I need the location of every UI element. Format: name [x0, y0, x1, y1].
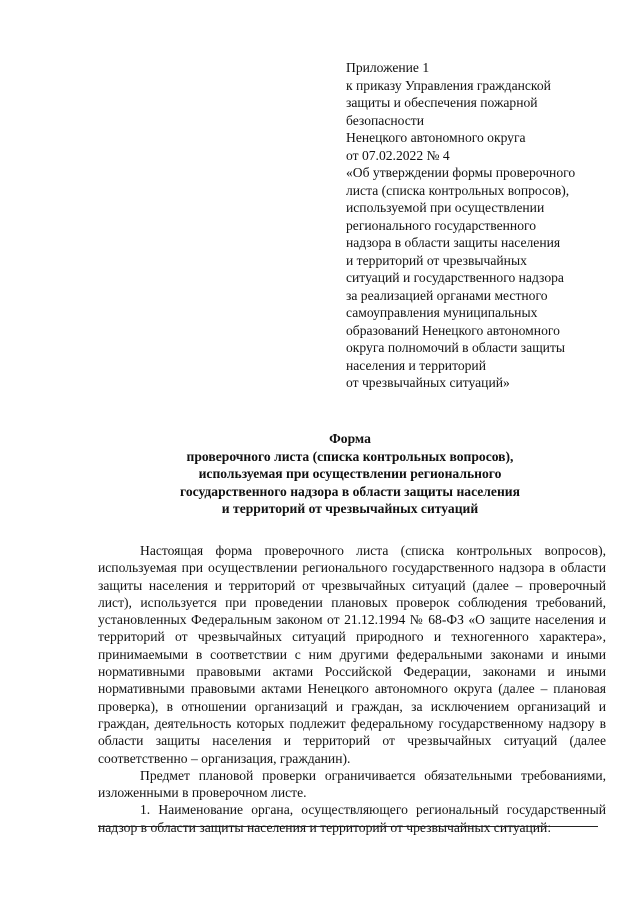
appendix-line: от 07.02.2022 № 4	[346, 147, 450, 163]
body-paragraph: Предмет плановой проверки ограничивается обязательными требованиями, изложенными в проверочном листе.	[98, 767, 606, 801]
title-line: проверочного листа (списка контрольных вопросов),	[186, 448, 514, 464]
appendix-line: населения и территорий	[346, 357, 486, 373]
body-paragraph: 1. Наименование органа, осуществляющего региональный государственный надзор в области защиты населения и территорий от чрезвычайных ситуаций:	[98, 802, 606, 835]
appendix-line: к приказу Управления гражданской	[346, 77, 551, 93]
appendix-line: от чрезвычайных ситуаций»	[346, 375, 510, 390]
appendix-block	[346, 59, 608, 392]
appendix-line: и территорий от чрезвычайных	[346, 252, 527, 268]
appendix-line: Приложение 1	[346, 60, 430, 75]
appendix-line: надзора в области защиты населения	[346, 235, 561, 250]
appendix-line: регионального государственного	[346, 217, 537, 233]
appendix-line: за реализацией органами местного	[346, 287, 548, 303]
appendix-line: безопасности	[346, 112, 425, 128]
appendix-line: ситуаций и государственного надзора	[346, 270, 564, 285]
title-line: используемая при осуществлении регионального	[198, 466, 502, 482]
fill-in-line	[98, 826, 598, 827]
appendix-line: защиты и обеспечения пожарной	[346, 95, 538, 110]
title-line: и территорий от чрезвычайных ситуаций	[221, 501, 479, 517]
appendix-line: образований Ненецкого автономного	[346, 322, 560, 338]
document-body	[98, 542, 606, 836]
appendix-line: Ненецкого автономного округа	[346, 130, 526, 145]
body-paragraph: Настоящая форма проверочного листа (списка контрольных вопросов), используемая при осуществлении регионального государственного надзора в области защиты населения и территорий от чрезвычайных ситуаций (далее – проверочный лист), используется при проведении плановых проверок соблюдения требований, установленных Федеральным законом от 21.12.1994 № 68-ФЗ «О защите населения и территорий от чрезвычайных ситуаций природного и техногенного характера», принимаемыми в соответствии с ним другими федеральными законами и иными нормативными правовыми актами Российской Федерации, законами и иными нормативными правовыми актами Ненецкого автономного округа (далее – плановая проверка), в отношении организаций и граждан, за исключением организаций и граждан, деятельность которых подлежит федеральному государственному надзору в области защиты населения и территорий от чрезвычайных ситуаций (далее соответственно – организация, гражданин).	[98, 543, 606, 766]
title-line: государственного надзора в области защиты населения	[179, 483, 520, 499]
appendix-line: округа полномочий в области защиты	[346, 340, 566, 355]
appendix-line: «Об утверждении формы проверочного	[346, 165, 576, 180]
title-heading: Форма	[329, 431, 371, 446]
document-title	[100, 430, 600, 518]
appendix-line: самоуправления муниципальных	[346, 305, 538, 320]
appendix-line: листа (списка контрольных вопросов),	[346, 182, 570, 198]
appendix-line: используемой при осуществлении	[346, 200, 545, 215]
